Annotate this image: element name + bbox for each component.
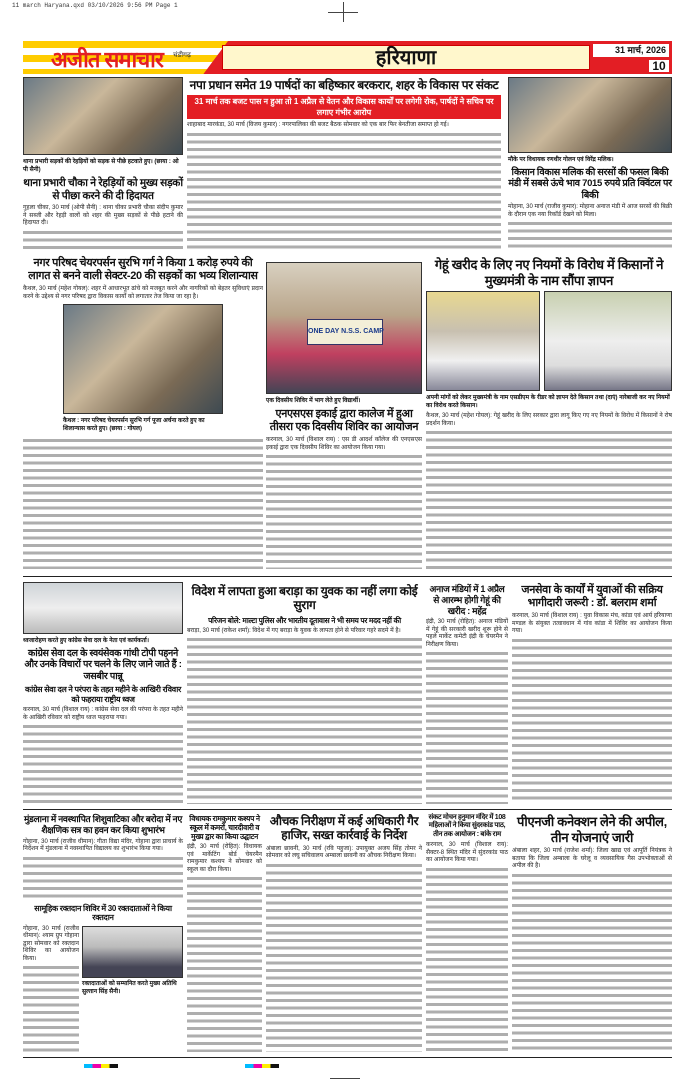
newspaper-logo: अजीत समाचार	[51, 47, 163, 72]
dateline: बराड़ा, 30 मार्च (राकेश शर्मा): विदेश में गए बराड़ा के युवक के लापता होने से परिवार गहरे सदमे में है।	[187, 627, 401, 634]
photo-pair	[426, 291, 672, 391]
dateline: करनाल, 30 मार्च (विशाल राय) : युवा विकास मंच, कांडा एवं आर्य हरियाणा मण्डल के संयुक्त तत्वावधान में गांव कांडा में शिविर का आयोजन किया गया।	[512, 613, 672, 635]
headline-sunderkand-path: संकट मोचन हनुमान मंदिर में 108 महिलाओं ने किया सुंदरकांड पाठ, तीन तक आयोजन : बांके राम	[428, 814, 506, 838]
dateline: इंद्री, 30 मार्च (रोहित): विधायक एवं मार्केटिंग बोर्ड चेयरमैन रामकुमार कश्यप ने सोमवार को स्कूल का दौरा किया।	[187, 844, 262, 873]
article-body	[266, 846, 422, 1052]
dateline: गोहाना, 30 मार्च (राजीव धीमान): श्याम ग्रुप गोहाना द्वारा सोमवार को रक्तदान शिविर का आयोजन किया।	[23, 925, 79, 962]
headline-wheat-procurement: अनाज मंडियों में 1 अप्रैल से आरम्भ होगी गेहूं की खरीद : महेंद्र	[429, 584, 505, 616]
blood-donation-row	[23, 926, 183, 1052]
column-left-mid	[23, 257, 263, 569]
subheadline: परिजन बोले: माल्टा पुलिस और भारतीय दूतावास ने भी समय पर मदद नहीं की	[208, 615, 401, 625]
article-body	[187, 122, 501, 252]
photo-caption: ध्वजारोहण करते हुए कांग्रेस सेवा दल के नेता एवं कार्यकर्ता।	[23, 638, 149, 644]
column-narrow-row3	[426, 584, 508, 804]
headline-mundlana-school: मुंडलाना में नवस्थापित शिशुवाटिका और बरोदा में नए शैक्षणिक सत्र का हवन कर किया शुभारंभ	[23, 814, 183, 835]
article-body	[23, 286, 263, 301]
photo-caption: एक दिवसीय शिविर में भाग लेते हुए विद्यार्थी।	[266, 398, 361, 404]
photo-caption: अपनी मांगों को लेकर मुख्यमंत्री के नाम एसडीएम के रीडर को ज्ञापन देते किसान तथा (दाएं) नारेबाजी कर नए नियमों का विरोध करते किसान।	[426, 395, 670, 410]
page-slug: 11 march Haryana.qxd 03/10/2026 9:56 PM Page 1	[12, 2, 178, 9]
article-body	[508, 204, 672, 252]
masthead	[23, 41, 672, 74]
article-body	[266, 437, 422, 569]
photo-farmers-memo	[426, 291, 540, 391]
column-center-mid	[266, 262, 422, 569]
headline-sector20-roads: नगर परिषद चेयरपर्सन सुरभि गर्ग ने किया 1 करोड़ रुपये की लागत से बनने वाली सेक्टर-20 की सड़कों का भव्य शिलान्यास	[28, 257, 258, 283]
column-left-top	[23, 77, 183, 252]
article-body	[187, 628, 422, 804]
column-center-top	[187, 78, 501, 252]
divider	[23, 576, 672, 577]
column-right-mid	[426, 257, 672, 569]
page-number: 10	[649, 60, 669, 72]
column-narrow-b-row4	[426, 814, 508, 1052]
dateline: अंबाला शहर, 30 मार्च (राजेश शर्मा): जिला खाद्य एवं आपूर्ति नियंत्रक ने बताया कि जिला अम्बाला के घरेलू व व्यवसायिक गैस उपभोक्ताओं से अपील की है।	[512, 848, 672, 870]
dateline: शाहाबाद मारकंडा, 30 मार्च (विजय कुमार) : नगरपालिका की बजट बैठक सोमवार को एक बार फिर बेनतीजा समाप्त हो गई।	[187, 122, 449, 129]
column-left-row4	[23, 814, 183, 1052]
subheadline: कांग्रेस सेवा दल ने परंपरा के तहत महीने के आखिरी रविवार को फहराया राष्ट्रीय ध्वज	[25, 685, 181, 704]
photo-caption: कैथल : नगर परिषद चेयरपर्सन सुरभि गर्ग पूजा अर्चना करते हुए का शिलान्यास करते हुए। (छाया : गोयल)	[63, 418, 205, 433]
divider	[23, 809, 672, 810]
dateline: गोहाना, 30 मार्च (राजीव धीमान): गीता विद्या मंदिर, गोहाना द्वारा प्राचार्य के निर्देशन में मुंडलाना में नवस्थापित विद्यालय का शुभारंभ किया गया।	[23, 838, 183, 853]
dateline: करनाल, 30 मार्च (विशाल राय) : कांग्रेस सेवा दल की परंपरा के तहत महीने के आखिरी रविवार को राष्ट्रीय ध्वज फहराया गया।	[23, 707, 183, 721]
page-bottom-rule	[23, 1057, 672, 1058]
column-narrow-a-row4	[187, 814, 262, 1052]
photo-blood-donors	[82, 926, 183, 978]
headline-mla-school-inauguration: विधायक रामकुमार कश्यप ने स्कूल में कमरों, चारदीवारी व मुख्य द्वार का किया उद्घाटन	[189, 814, 260, 841]
dateline: इंद्री, 30 मार्च (रोहित): अनाज मंडियों में गेहूं की सरकारी खरीद शुरू होने से पहले मार्केट कमेटी इंद्री के चेयरमैन ने निरीक्षण किया।	[426, 619, 508, 648]
registration-mark	[330, 1078, 360, 1079]
column-center-row4	[266, 814, 422, 1052]
photo-seva-dal	[23, 582, 183, 634]
section-title: हरियाणा	[222, 45, 590, 70]
article-body	[187, 844, 262, 1052]
dateline: मोहाना, 30 मार्च (राजीव कुमार): मोहाना अनाज मंडी में आज सरसों की बिक्री के दौरान एक नया रिकॉर्ड देखने को मिला।	[508, 204, 672, 218]
article-body-continued	[23, 436, 263, 569]
photo-caption: मौके पर विधायक रणधीर गोलन एवं विरेंद्र मलिक।	[508, 157, 614, 163]
dateline: करनाल, 30 मार्च (विशाल राय) : एस डी आदर्श कॉलेज की एनएसएस इकाई द्वारा एक दिवसीय शिविर का आयोजन किया गया।	[266, 437, 422, 451]
dateline: कैथल, 30 मार्च (महेश गोयल): गेहूं खरीद के लिए सरकार द्वारा लागू किए गए नए नियमों के विरोध में किसानों ने रोष प्रदर्शन किया।	[426, 413, 672, 427]
article-body	[23, 707, 183, 804]
headline-missing-youth: विदेश में लापता हुआ बराड़ा का युवक का नहीं लगा कोई सुराग	[191, 584, 418, 613]
nss-banner: ONE DAY N.S.S. CAMP	[307, 319, 383, 345]
subheadline: 31 मार्च तक बजट पास न हुआ तो 1 अप्रैल से वेतन और विकास कार्यों पर लगेगी रोक, पार्षदों ने सचिव पर लगाए गंभीर आरोप	[187, 95, 501, 119]
headline-seva-dal: कांग्रेस सेवा दल के स्वयंसेवक गांधी टोपी पहनने और उनके विचारों पर चलने के लिए जाने जाते हैं : जसबीर पान्नू	[24, 648, 182, 682]
headline-surprise-inspection: औचक निरीक्षण में कई अधिकारी गैर हाजिर, सख्त कार्रवाई के निर्देश	[269, 814, 419, 843]
headline-youth-participation: जनसेवा के कार्यों में युवाओं की सक्रिय भागीदारी जरूरी : डॉ. बलराम शर्मा	[521, 584, 663, 610]
headline-sho-vendors: थाना प्रभारी चौका ने रेहड़ियों को मुख्य सड़कों से पीछा करने की दी हिदायत	[23, 177, 183, 202]
photo-farmers-protest	[544, 291, 672, 391]
photo-caption: थाना प्रभारी सड़कों की रेहड़ियों को सड़क से पीछे हटवाते हुए। (छाया : ओ पी सैनी)	[23, 159, 179, 173]
registration-mark	[343, 2, 344, 22]
dateline: करनाल, 30 मार्च (विशाल राय): सैक्टर-8 स्थित मंदिर में सुंदरकांड पाठ का आयोजन किया गया।	[426, 842, 508, 864]
article-body	[426, 619, 508, 804]
issue-date: 31 मार्च, 2026	[593, 44, 669, 57]
column-right-top	[508, 77, 672, 252]
dateline: गुहला चीका, 30 मार्च (ओपी सैनी) : थाना चीका प्रभारी चौका संदीप कुमार ने सब्जी और रेहड़ी वालों को शहर की मुख्य सड़कों से पीछे हटाने की हिदायत दी।	[23, 205, 183, 227]
photo-foundation-stone	[63, 304, 223, 414]
column-left-row3	[23, 582, 183, 804]
article-body	[512, 848, 672, 1052]
headline-mustard-price: किसान विकास मलिक की सरसों की फसल बिकी मंडी में सबसे ऊंचे भाव 7015 रुपये प्रति क्विंटल पर बिकी	[508, 167, 672, 201]
article-body	[23, 926, 79, 1052]
photo-police-vendors	[23, 77, 183, 155]
headline-png-connection: पीएनजी कनेक्शन लेने की अपील, तीन योजनाएं जारी	[517, 814, 667, 845]
article-body	[426, 842, 508, 1052]
headline-blood-donation: सामूहिक रक्तदान शिविर में 30 रक्तदाताओं ने किया रक्तदान	[34, 903, 172, 923]
headline-npa-boycott: नपा प्रधान समेत 19 पार्षदों का बहिष्कार बरकरार, शहर के विकास पर संकट	[189, 78, 499, 92]
headline-nss-camp: एनएसएस इकाई द्वारा कालेज में हुआ तीसरा एक दिवसीय शिविर का आयोजन	[269, 408, 419, 434]
edition-city: चंडीगढ़	[173, 52, 191, 59]
photo-block	[82, 926, 183, 1052]
color-registration-bar	[84, 1064, 118, 1068]
article-body	[512, 613, 672, 804]
article-body	[23, 839, 183, 901]
photo-mla-visit	[508, 77, 672, 153]
photo-nss-camp	[266, 262, 422, 394]
column-right-row4	[512, 814, 672, 1052]
photo-caption: रक्तदाताओं को सम्मानित करते मुख्य अतिथि सुल्तान सिंह सैनी।	[82, 980, 177, 995]
column-center-row3	[187, 584, 422, 804]
dateline: कैथल, 30 मार्च (महेश गोयल): शहर में आधारभूत ढांचे को मजबूत करने और नागरिकों को बेहतर सुविधाएं प्रदान करने के उद्देश्य से नगर परिषद द्वारा विकास कार्यों को लगातार तेज किया जा रहा है।	[23, 286, 263, 300]
headline-wheat-rules-protest: गेहूं खरीद के लिए नए नियमों के विरोध में किसानों ने मुख्यमंत्री के नाम सौंपा ज्ञापन	[434, 257, 664, 288]
article-body	[426, 413, 672, 569]
article-body	[23, 205, 183, 252]
dateline: अंबाला छावनी, 30 मार्च (रवि पहुजा): उपायुक्त अजय सिंह तोमर ने सोमवार को लघु सचिवालय अम्बाला छावनी का औचक निरीक्षण किया।	[266, 845, 422, 860]
color-registration-bar	[245, 1064, 279, 1068]
column-right-row3	[512, 584, 672, 804]
